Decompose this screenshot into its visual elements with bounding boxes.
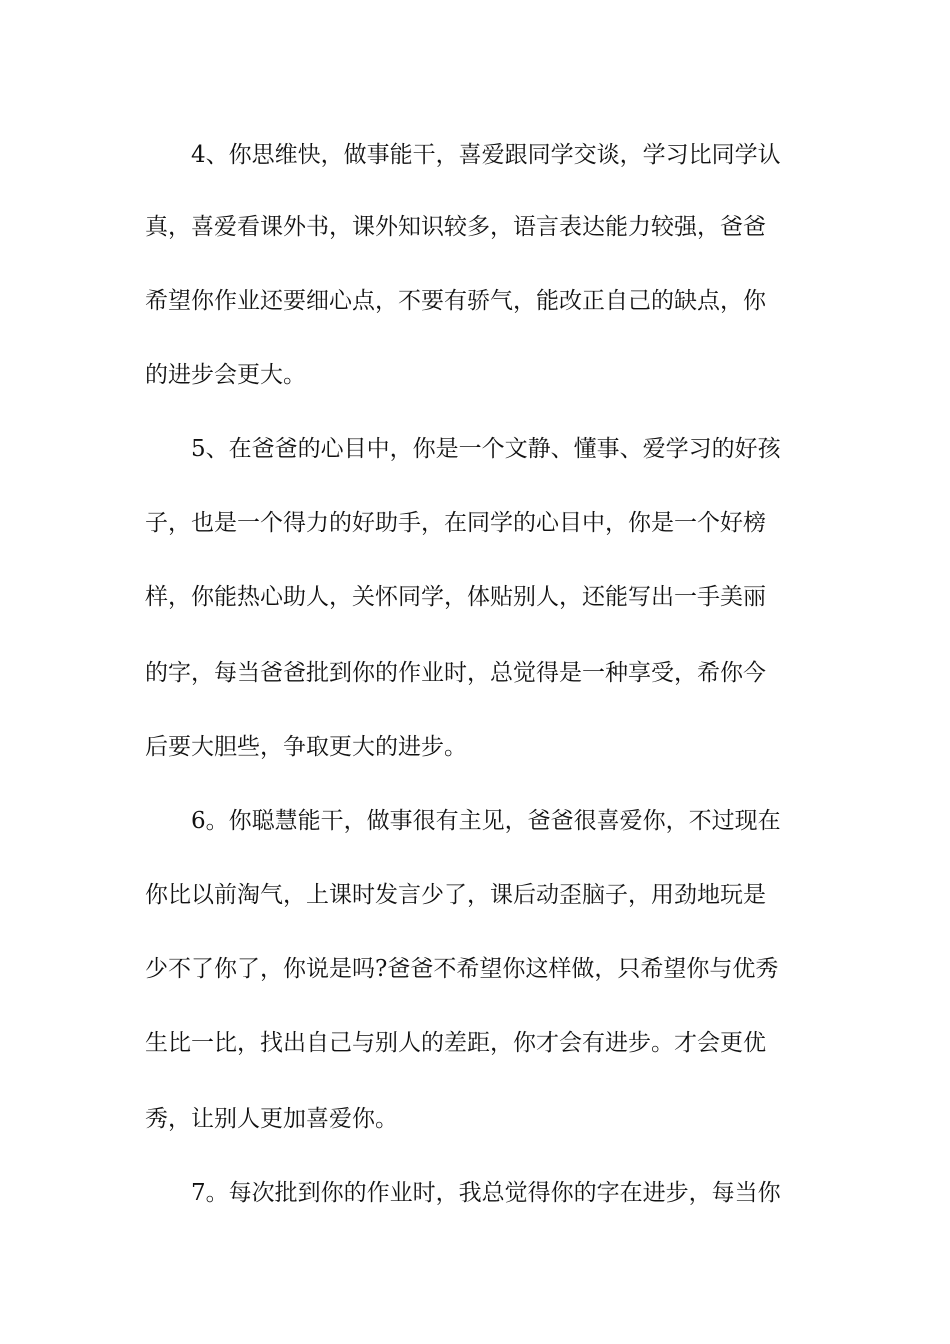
text-line: 的进步会更大。 bbox=[145, 362, 306, 388]
text-line: 样，你能热心助人，关怀同学，体贴别人，还能写出一手美丽 bbox=[145, 584, 766, 610]
text-line: 秀，让别人更加喜爱你。 bbox=[145, 1106, 398, 1132]
text-line: 5、在爸爸的心目中，你是一个文静、懂事、爱学习的好孩 bbox=[191, 436, 781, 462]
text-line: 少不了你了，你说是吗?爸爸不希望你这样做，只希望你与优秀 bbox=[145, 956, 779, 982]
text-line: 希望你作业还要细心点，不要有骄气，能改正自己的缺点，你 bbox=[145, 288, 766, 314]
text-line: 生比一比，找出自己与别人的差距，你才会有进步。才会更优 bbox=[145, 1030, 766, 1056]
text-line: 的字，每当爸爸批到你的作业时，总觉得是一种享受，希你今 bbox=[145, 660, 766, 686]
text-line: 6。你聪慧能干，做事很有主见，爸爸很喜爱你，不过现在 bbox=[191, 808, 781, 834]
text-line: 后要大胆些，争取更大的进步。 bbox=[145, 734, 467, 760]
text-line: 子，也是一个得力的好助手，在同学的心目中，你是一个好榜 bbox=[145, 510, 766, 536]
text-line: 你比以前淘气，上课时发言少了，课后动歪脑子，用劲地玩是 bbox=[145, 882, 766, 908]
text-line: 真，喜爱看课外书，课外知识较多，语言表达能力较强，爸爸 bbox=[145, 214, 766, 240]
text-line: 7。每次批到你的作业时，我总觉得你的字在进步，每当你 bbox=[191, 1180, 781, 1206]
text-line: 4、你思维快，做事能干，喜爱跟同学交谈，学习比同学认 bbox=[191, 142, 781, 168]
